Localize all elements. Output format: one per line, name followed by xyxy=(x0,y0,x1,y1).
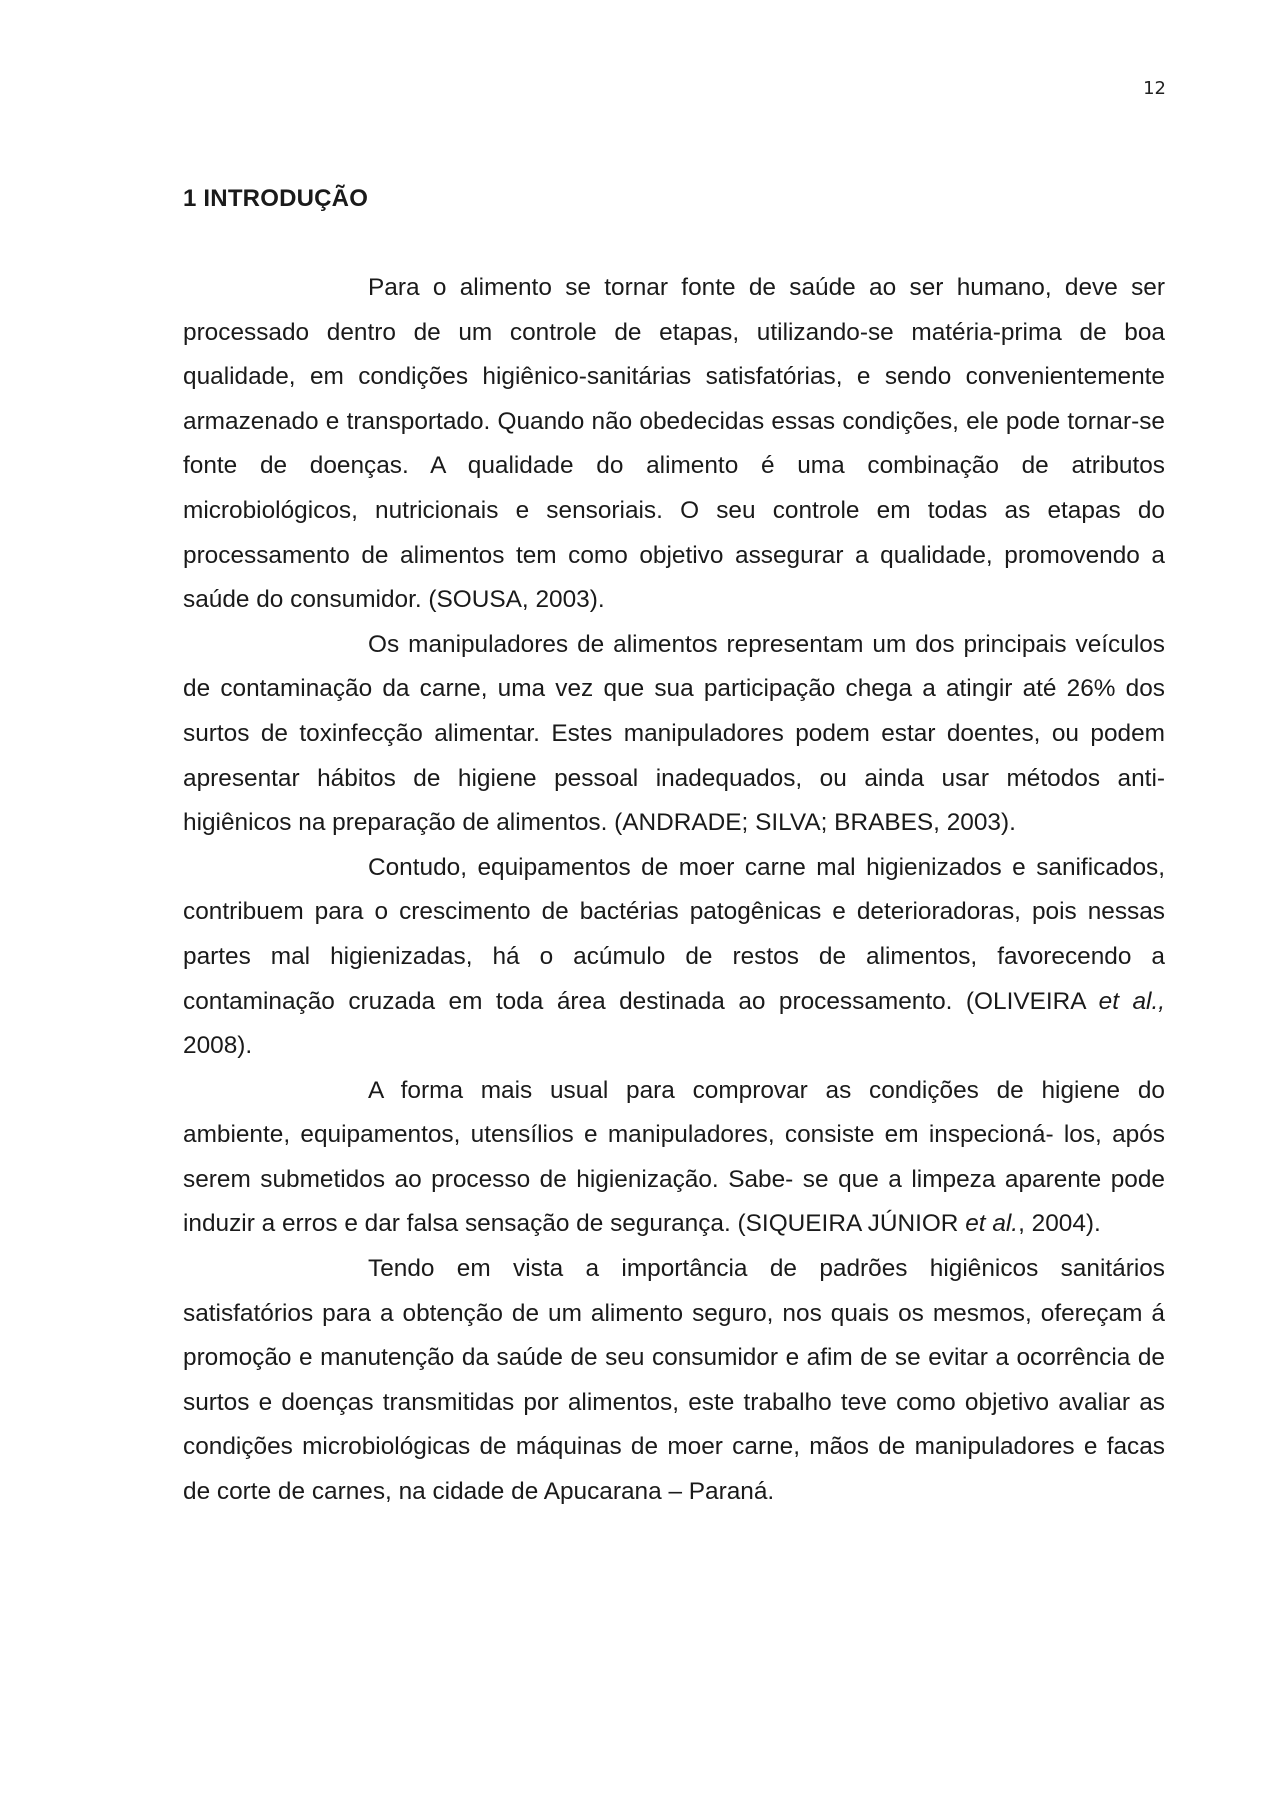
paragraph-2: Os manipuladores de alimentos representam um dos principais veículos de contaminação da carne, uma vez que sua participação chega a atingir até 26% dos surtos de toxinfecção alimentar. Estes manipuladores podem estar doentes, ou podem apresentar hábitos de higiene pessoal inadequados, ou ainda usar métodos anti- higiênicos na preparação de alimentos. (ANDRADE; SILVA; BRABES, 2003). xyxy=(183,630,1165,837)
page-number: 12 xyxy=(1143,78,1166,99)
citation-et-al: et al. xyxy=(965,1210,1019,1238)
body-text xyxy=(183,266,1165,1515)
paragraph-3 xyxy=(183,846,1165,1069)
paragraph-1: Para o alimento se tornar fonte de saúde ao ser humano, deve ser processado dentro de um controle de etapas, utilizando-se matéria-prima de boa qualidade, em condições higiênico-sanitárias satisfatórias, e sendo convenientemente armazenado e transportado. Quando não obedecidas essas condições, ele pode tornar-se fonte de doenças. A qualidade do alimento é uma combinação de atributos microbiológicos, nutricionais e sensoriais. O seu controle em todas as etapas do processamento de alimentos tem como objetivo assegurar a qualidade, promovendo a saúde do consumidor. (SOUSA, 2003). xyxy=(183,274,1165,614)
paragraph-4-citation-end: , 2004). xyxy=(1018,1210,1101,1238)
paragraph-3-citation-end: 2008). xyxy=(183,1032,253,1060)
section-title: 1 INTRODUÇÃO xyxy=(183,185,369,212)
paragraph-4-text: A forma mais usual para comprovar as condições de higiene do ambiente, equipamentos, utensílios e manipuladores, consiste em inspecioná- los, após serem submetidos ao processo de higienização. Sabe- se que a limpeza aparente pode induzir a erros e dar falsa sensação de segurança. (SIQUEIRA JÚNIOR xyxy=(183,1076,1165,1238)
paragraph-3-text: Contudo, equipamentos de moer carne mal higienizados e sanificados, contribuem para o crescimento de bactérias patogênicas e deterioradoras, pois nessas partes mal higienizadas, há o acúmulo de restos de alimentos, favorecendo a contaminação cruzada em toda área destinada ao processamento. (OLIVEIRA xyxy=(183,853,1165,1015)
citation-et-al: et al., xyxy=(1098,987,1165,1015)
paragraph-4 xyxy=(183,1069,1165,1247)
paragraph-5: Tendo em vista a importância de padrões higiênicos sanitários satisfatórios para a obtenção de um alimento seguro, nos quais os mesmos, ofereçam á promoção e manutenção da saúde de seu consumidor e afim de se evitar a ocorrência de surtos e doenças transmitidas por alimentos, este trabalho teve como objetivo avaliar as condições microbiológicas de máquinas de moer carne, mãos de manipuladores e facas de corte de carnes, na cidade de Apucarana – Paraná. xyxy=(183,1255,1165,1506)
